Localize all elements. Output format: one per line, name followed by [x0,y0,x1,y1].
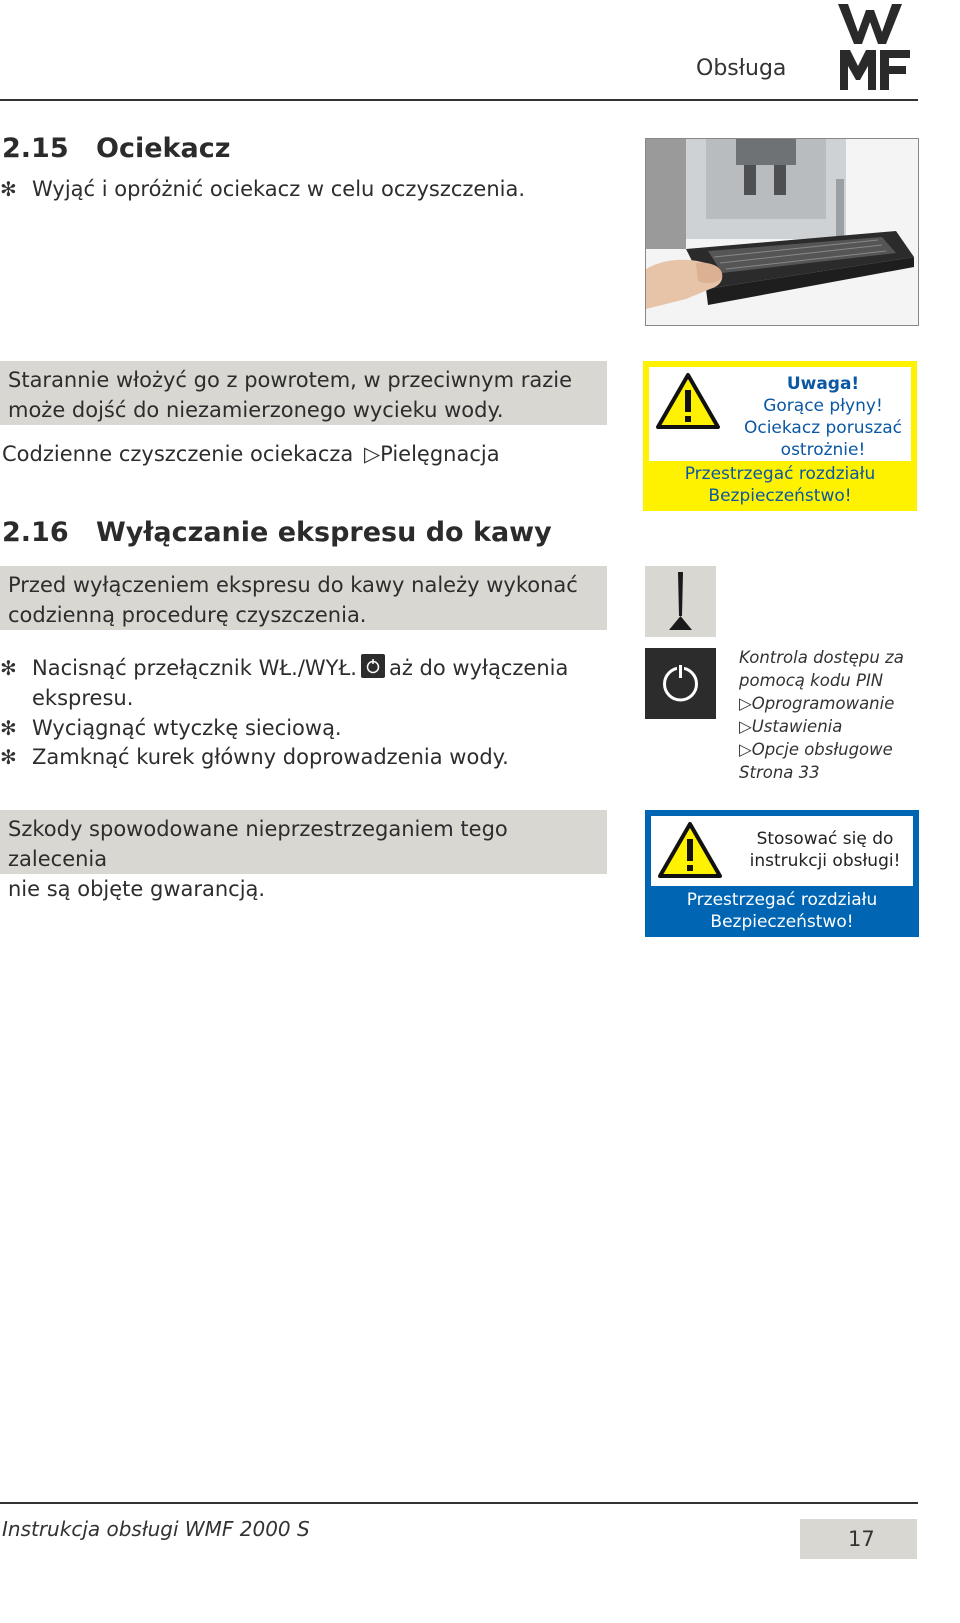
drip-tray-photo [645,138,919,326]
side-note-line: Kontrola dostępu za [739,648,904,667]
warning-footer: Bezpieczeństwo! [710,912,854,932]
asterisk-bullet-icon: ✻ [0,716,17,740]
warning-line: instrukcji obsługi! [749,851,901,871]
note-line: może dojść do niezamierzonego wycieku wody. [8,398,504,422]
header-rule [0,99,918,101]
footer-rule [0,1502,918,1504]
exclamation-icon [645,566,716,637]
warning-line: Gorące płyny! [763,396,883,416]
note-line: Przed wyłączeniem ekspresu do kawy należy wykonać [8,573,578,597]
section-title: Ociekacz [96,133,231,164]
triangle-right-icon: ▷ [739,717,752,736]
footer-title: Instrukcja obsługi WMF 2000 S [2,1517,310,1541]
warning-triangle-icon [657,821,723,879]
warning-footer: Bezpieczeństwo! [708,486,852,506]
hot-liquid-warning [643,361,917,511]
caution-note-box [0,361,607,425]
pin-access-note [739,646,904,784]
side-note-line: pomocą kodu PIN [739,671,884,690]
triangle-right-icon: ▷ [739,694,752,713]
warning-line: ostrożnie! [780,440,866,460]
list-item-text: Nacisnąć przełącznik WŁ./WYŁ. aż do wyłączenia [32,656,569,680]
section-215-heading [2,133,230,164]
manual-warning [645,810,919,937]
triangle-right-icon: ▷ [363,442,381,466]
section-216-heading [2,517,552,548]
warning-footer: Przestrzegać rozdziału [686,890,878,910]
cross-reference-text: Codzienne czyszczenie ociekacza [2,442,354,466]
side-note-page-ref: Strona 33 [739,763,820,782]
warning-triangle-icon [655,372,721,430]
asterisk-bullet-icon: ✻ [0,745,17,769]
cleaning-note-box [0,566,607,630]
warranty-note-box [0,810,607,901]
cross-reference [2,439,500,469]
side-note-link-row[interactable]: ▷Ustawienia [739,717,843,736]
inline-power-icon [361,654,385,678]
list-item-text: Wyciągnąć wtyczkę sieciową. [32,716,342,740]
asterisk-bullet-icon: ✻ [0,177,17,201]
list-item-text: Zamknąć kurek główny doprowadzenia wody. [32,745,509,769]
page-number-box [800,1519,917,1559]
warning-line: Stosować się do [756,829,894,849]
list-item-text: ekspresu. [32,686,134,710]
section-number: 2.15 [2,133,69,164]
warning-footer: Przestrzegać rozdziału [684,464,876,484]
page-number: 17 [848,1527,875,1551]
note-line: Szkody spowodowane nieprzestrzeganiem tego zalecenia [8,817,508,871]
side-note-link-row[interactable]: ▷Opcje obsługowe [739,740,893,759]
note-line: Starannie włożyć go z powrotem, w przeciwnym razie [8,368,572,392]
cross-reference-link[interactable]: Pielęgnacja [380,442,500,466]
side-note-link-row[interactable]: ▷Oprogramowanie [739,694,895,713]
power-switch-icon [645,648,716,719]
note-line: nie są objęte gwarancją. [8,877,266,901]
triangle-right-icon: ▷ [739,740,752,759]
list-item-text: Wyjąć i opróżnić ociekacz w celu oczyszczenia. [32,177,526,201]
section-number: 2.16 [2,517,69,548]
wmf-logo [838,4,910,92]
header-section-title: Obsługa [696,56,787,81]
section-title: Wyłączanie ekspresu do kawy [96,517,552,548]
warning-title: Uwaga! [786,374,860,394]
asterisk-bullet-icon: ✻ [0,656,17,680]
note-line: codzienną procedurę czyszczenia. [8,603,367,627]
warning-line: Ociekacz poruszać [743,418,903,438]
